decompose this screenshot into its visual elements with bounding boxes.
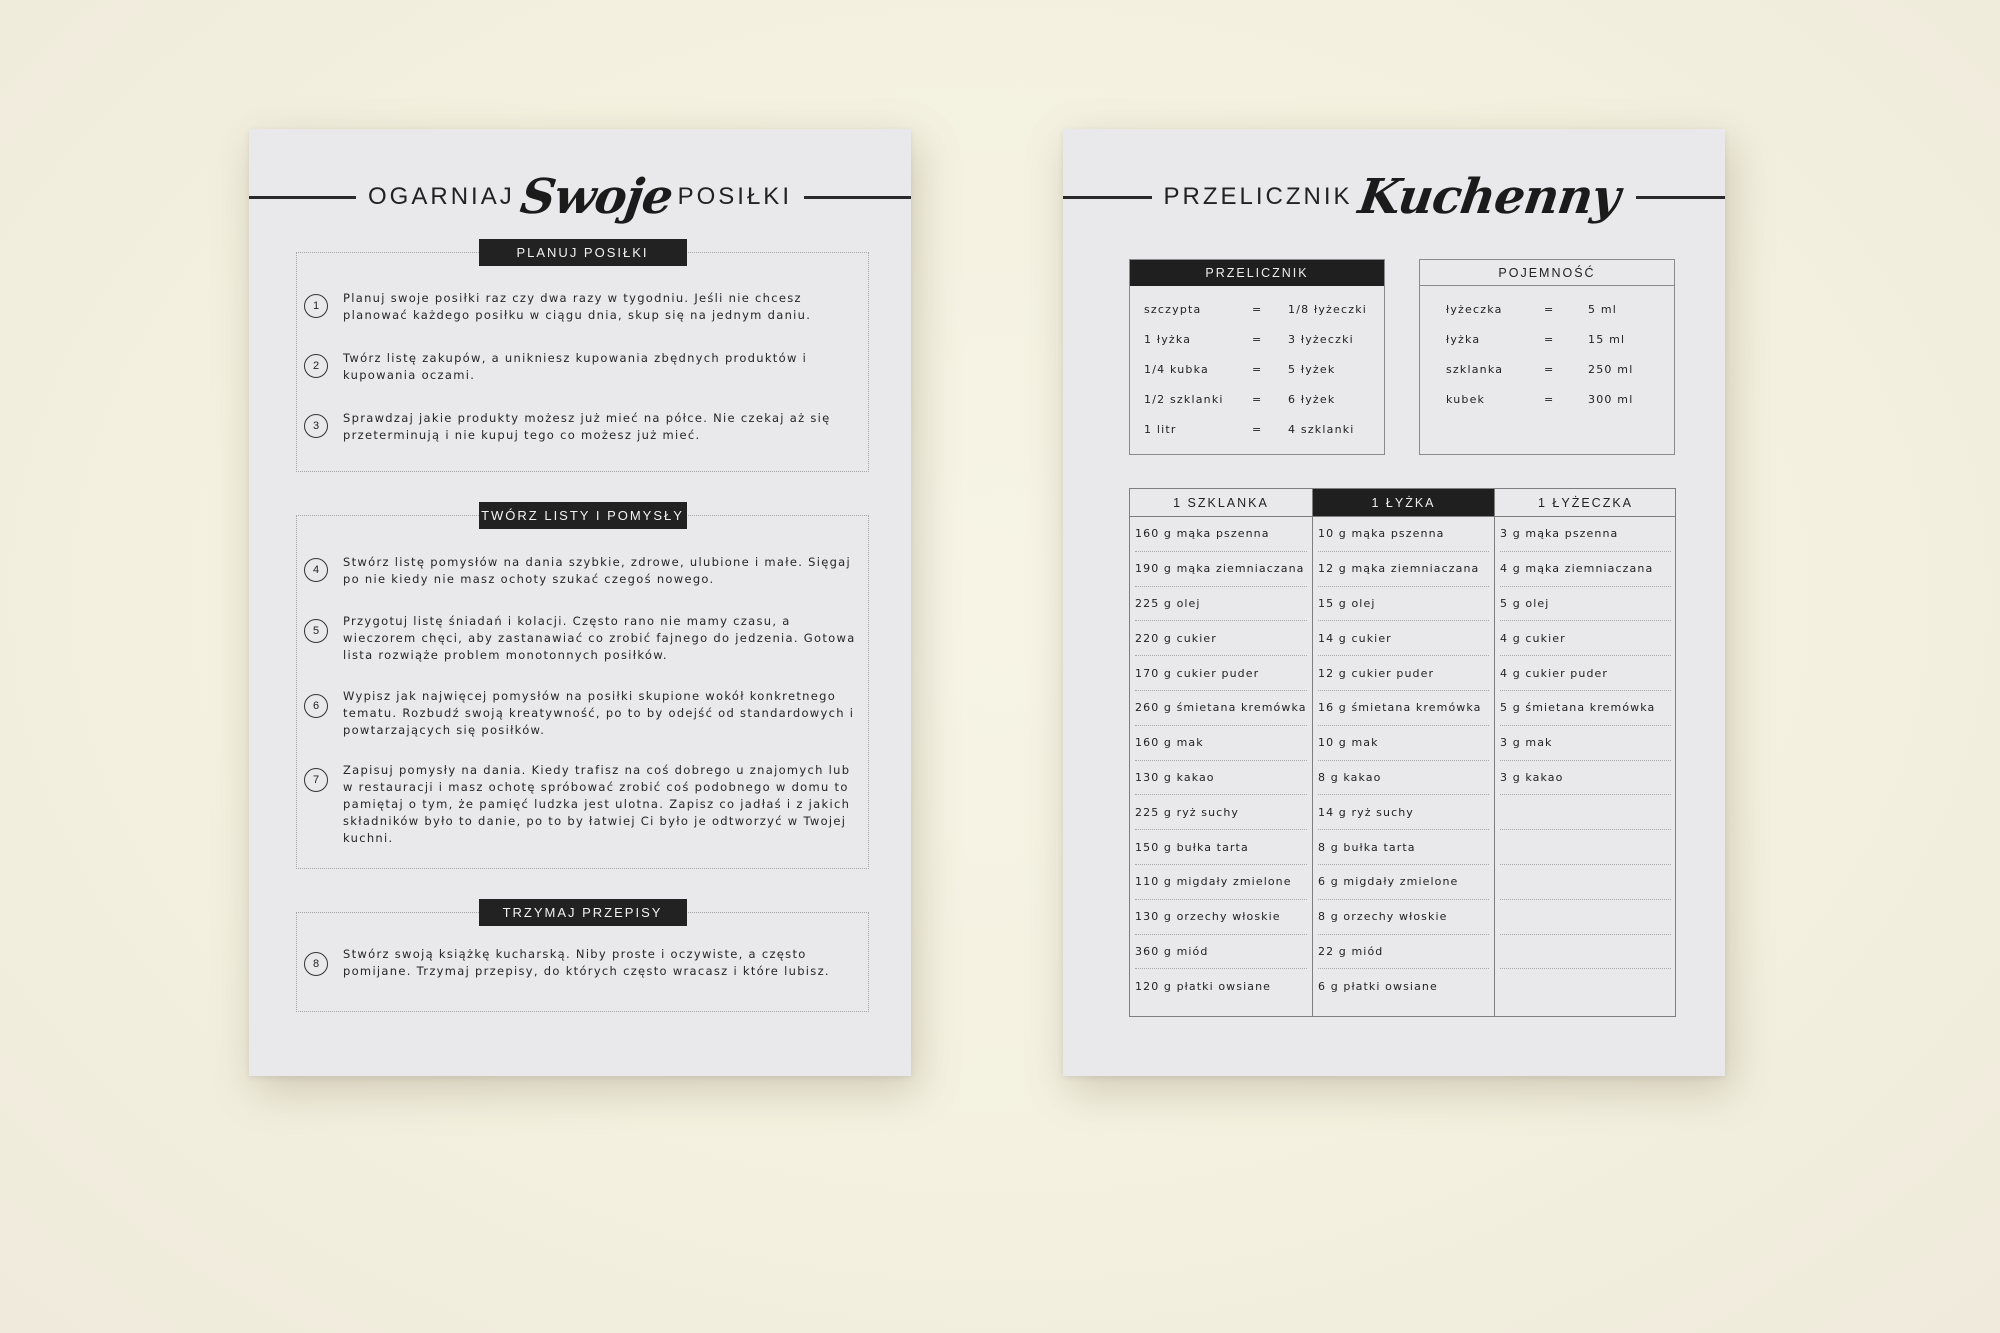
step-number: 7 xyxy=(304,768,328,792)
equals-sign: = xyxy=(1252,363,1263,376)
table-cell: 14 g cukier xyxy=(1318,621,1489,656)
capacity-unit: kubek xyxy=(1446,393,1486,406)
step-text: Sprawdzaj jakie produkty możesz już mieć na półce. Nie czekaj aż się przeterminują i nie kupuj tego co możesz już mieć. xyxy=(343,411,831,442)
table-column xyxy=(1312,489,1494,1016)
table-cell: 150 g bułka tarta xyxy=(1135,830,1307,865)
table-cell: 260 g śmietana kremówka xyxy=(1135,691,1307,726)
table-cell: 14 g ryż suchy xyxy=(1318,795,1489,830)
header-rule-right xyxy=(1636,196,1725,199)
table-cell: 4 g cukier xyxy=(1500,621,1671,656)
table-column xyxy=(1494,489,1676,1016)
capacity-unit: szklanka xyxy=(1446,363,1504,376)
section-label: TRZYMAJ PRZEPISY xyxy=(479,899,687,926)
step-text: Wypisz jak najwięcej pomysłów na posiłki skupione wokół konkretnego tematu. Rozbudź swoją kreatywność, po to by odejść od standardowych i powtarzających się posiłków. xyxy=(343,689,855,737)
step-text: Przygotuj listę śniadań i kolacji. Często rano nie mamy czasu, a wieczorem chęci, aby zastanawiać co zrobić fajnego do jedzenia. Gotowa lista rozwiąże problem monotonnych posiłków. xyxy=(343,614,856,662)
table-cell: 170 g cukier puder xyxy=(1135,656,1307,691)
table-cell: 225 g olej xyxy=(1135,587,1307,622)
title-caps-2: POSIŁKI xyxy=(677,183,792,210)
capacity-value: 300 ml xyxy=(1588,393,1634,406)
step-text: Stwórz swoją książkę kucharską. Niby proste i oczywiste, a często pomijane. Trzymaj przepisy, do których często wracasz i które lubisz. xyxy=(343,947,830,978)
table-cell: 15 g olej xyxy=(1318,587,1489,622)
measurement-table xyxy=(1129,488,1676,1017)
converter-to: 3 łyżeczki xyxy=(1288,333,1354,346)
table-cell: 220 g cukier xyxy=(1135,621,1307,656)
capacity-unit: łyżka xyxy=(1446,333,1481,346)
column-header: 1 ŁYŻKA xyxy=(1313,489,1494,517)
table-cell: 10 g mak xyxy=(1318,726,1489,761)
capacity-box xyxy=(1419,259,1675,455)
table-cell xyxy=(1500,830,1671,865)
equals-sign: = xyxy=(1544,393,1555,406)
converter-from: 1 litr xyxy=(1144,423,1177,436)
table-cell: 130 g orzechy włoskie xyxy=(1135,900,1307,935)
table-cell: 22 g miód xyxy=(1318,935,1489,970)
equals-sign: = xyxy=(1252,393,1263,406)
title-script: Kuchenny xyxy=(1354,169,1623,225)
capacity-row xyxy=(1420,303,1674,323)
table-cell: 8 g bułka tarta xyxy=(1318,830,1489,865)
step-text: Twórz listę zakupów, a unikniesz kupowania zbędnych produktów i kupowania oczami. xyxy=(343,351,808,382)
table-cell: 190 g mąka ziemniaczana xyxy=(1135,552,1307,587)
table-cell: 3 g mąka pszenna xyxy=(1500,517,1671,552)
converter-row xyxy=(1130,393,1384,413)
header-rule-left xyxy=(1063,196,1152,199)
step-number: 1 xyxy=(304,294,328,318)
converter-row xyxy=(1130,333,1384,353)
step-number: 5 xyxy=(304,619,328,643)
sheet-title xyxy=(356,169,804,225)
section-keep-recipes xyxy=(296,905,869,1012)
table-cell: 10 g mąka pszenna xyxy=(1318,517,1489,552)
table-cell: 5 g śmietana kremówka xyxy=(1500,691,1671,726)
step-text: Zapisuj pomysły na dania. Kiedy trafisz na coś dobrego u znajomych lub w restauracji i masz ochotę spróbować zrobić coś podobnego w domu to pamiętaj o tym, że pamięć ludzka jest ulotna. Zapisz co jadłaś i z jakich składników było to danie, po to by łatwiej Ci było je odtworzyć w Twojej kuchni. xyxy=(343,763,851,845)
table-cell: 12 g mąka ziemniaczana xyxy=(1318,552,1489,587)
table-cell: 16 g śmietana kremówka xyxy=(1318,691,1489,726)
meal-planning-sheet xyxy=(249,129,911,1076)
table-cell xyxy=(1500,865,1671,900)
table-cell: 6 g płatki owsiane xyxy=(1318,980,1438,994)
table-cell: 4 g mąka ziemniaczana xyxy=(1500,552,1671,587)
converter-to: 5 łyżek xyxy=(1288,363,1336,376)
section-label: TWÓRZ LISTY I POMYSŁY xyxy=(479,502,687,529)
converter-to: 6 łyżek xyxy=(1288,393,1336,406)
converter-box-header: PRZELICZNIK xyxy=(1130,260,1384,286)
table-cell: 5 g olej xyxy=(1500,587,1671,622)
equals-sign: = xyxy=(1252,423,1263,436)
table-cell: 160 g mak xyxy=(1135,726,1307,761)
table-cell: 3 g kakao xyxy=(1500,761,1671,796)
table-cell xyxy=(1500,900,1671,935)
table-cell xyxy=(1500,969,1671,1004)
title-caps: PRZELICZNIK xyxy=(1163,183,1353,210)
sheet-header xyxy=(249,169,911,225)
section-lists-ideas xyxy=(296,508,869,869)
capacity-box-header: POJEMNOŚĆ xyxy=(1420,260,1674,286)
table-cell xyxy=(1500,935,1671,970)
converter-from: szczypta xyxy=(1144,303,1202,316)
converter-to: 1/8 łyżeczki xyxy=(1288,303,1368,316)
step-text: Stwórz listę pomysłów na dania szybkie, zdrowe, ulubione i małe. Sięgaj po nie kiedy nie masz ochoty szukać czegoś nowego. xyxy=(343,555,852,586)
title-caps-1: OGARNIAJ xyxy=(368,183,515,210)
equals-sign: = xyxy=(1544,333,1555,346)
step-number: 4 xyxy=(304,558,328,582)
step-number: 2 xyxy=(304,354,328,378)
equals-sign: = xyxy=(1544,363,1555,376)
capacity-unit: łyżeczka xyxy=(1446,303,1503,316)
converter-from: 1 łyżka xyxy=(1144,333,1192,346)
column-header: 1 ŁYŻECZKA xyxy=(1495,489,1676,517)
equals-sign: = xyxy=(1252,303,1263,316)
converter-row xyxy=(1130,303,1384,323)
column-header: 1 SZKLANKA xyxy=(1130,489,1312,517)
capacity-row xyxy=(1420,333,1674,353)
table-cell: 110 g migdały zmielone xyxy=(1135,865,1307,900)
kitchen-converter-sheet xyxy=(1063,129,1725,1076)
table-cell: 6 g migdały zmielone xyxy=(1318,865,1489,900)
converter-to: 4 szklanki xyxy=(1288,423,1355,436)
step-text: Planuj swoje posiłki raz czy dwa razy w tygodniu. Jeśli nie chcesz planować każdego posiłku w ciągu dnia, skup się na jednym daniu. xyxy=(343,291,812,322)
section-plan-meals xyxy=(296,245,869,472)
converter-box xyxy=(1129,259,1385,455)
table-cell: 4 g cukier puder xyxy=(1500,656,1671,691)
section-label: PLANUJ POSIŁKI xyxy=(479,239,687,266)
capacity-value: 5 ml xyxy=(1588,303,1618,316)
table-cell xyxy=(1500,795,1671,830)
sheet-title xyxy=(1152,169,1637,225)
table-cell: 360 g miód xyxy=(1135,935,1307,970)
table-cell: 8 g kakao xyxy=(1318,761,1489,796)
equals-sign: = xyxy=(1252,333,1263,346)
converter-row xyxy=(1130,423,1384,443)
capacity-value: 15 ml xyxy=(1588,333,1626,346)
sheet-header xyxy=(1063,169,1725,225)
step-number: 3 xyxy=(304,414,328,438)
table-cell: 130 g kakao xyxy=(1135,761,1307,796)
converter-from: 1/4 kubka xyxy=(1144,363,1209,376)
capacity-row xyxy=(1420,363,1674,383)
table-cell: 120 g płatki owsiane xyxy=(1135,980,1272,994)
title-script: Swoje xyxy=(516,169,676,225)
table-cell: 160 g mąka pszenna xyxy=(1135,517,1307,552)
header-rule-left xyxy=(249,196,356,199)
table-cell: 12 g cukier puder xyxy=(1318,656,1489,691)
converter-from: 1/2 szklanki xyxy=(1144,393,1224,406)
step-number: 8 xyxy=(304,952,328,976)
capacity-value: 250 ml xyxy=(1588,363,1634,376)
table-cell: 225 g ryż suchy xyxy=(1135,795,1307,830)
equals-sign: = xyxy=(1544,303,1555,316)
header-rule-right xyxy=(804,196,911,199)
table-column xyxy=(1130,489,1312,1016)
converter-row xyxy=(1130,363,1384,383)
capacity-row xyxy=(1420,393,1674,413)
table-cell: 8 g orzechy włoskie xyxy=(1318,900,1489,935)
step-number: 6 xyxy=(304,694,328,718)
table-cell: 3 g mak xyxy=(1500,726,1671,761)
